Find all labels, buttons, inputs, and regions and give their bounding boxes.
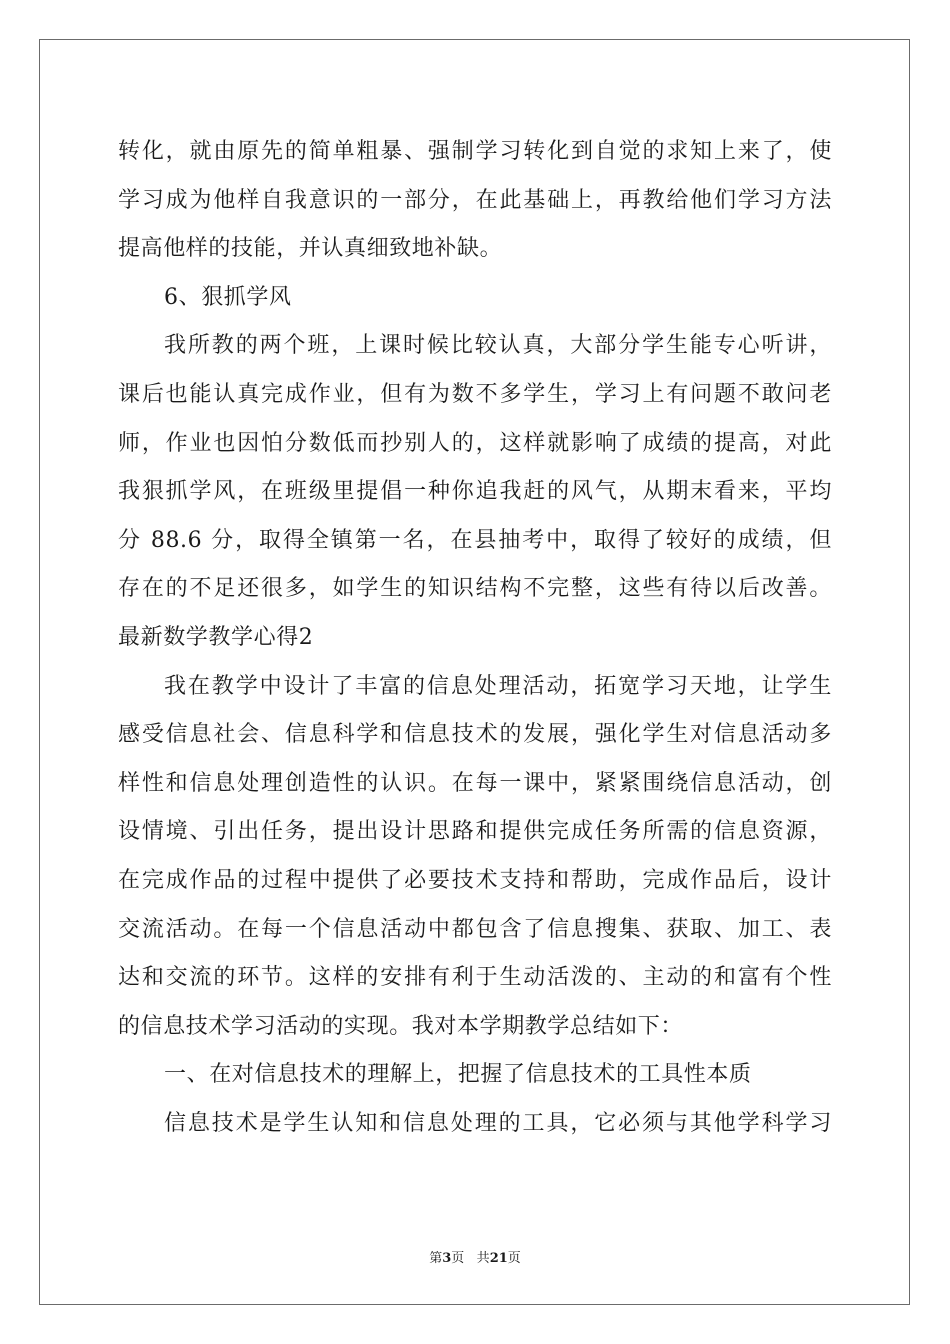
text-line: 转化，就由原先的简单粗暴、强制学习转化到自觉的求知上来了，使 <box>118 139 832 164</box>
current-page-number: 3 <box>442 1251 452 1266</box>
text-line: 学习成为他样自我意识的一部分，在此基础上，再教给他们学习方法 <box>118 187 832 213</box>
text-line: 提高他样的技能，并认真细致地补缺。 <box>118 236 503 262</box>
total-page-number: 21 <box>489 1251 508 1266</box>
text-line: 样性和信息处理创造性的认识。在每一课中，紧紧围绕信息活动，创 <box>118 770 832 796</box>
text-line: 信息技术是学生认知和信息处理的工具，它必须与其他学科学习 <box>164 1110 832 1136</box>
text-line: 的信息技术学习活动的实现。我对本学期教学总结如下： <box>118 1013 684 1039</box>
text-line: 课后也能认真完成作业，但有为数不多学生，学习上有问题不敢问老 <box>118 381 832 407</box>
page-footer <box>0 1247 950 1266</box>
text-line: 6、狠抓学风 <box>164 284 292 310</box>
text-line: 设情境、引出任务，提出设计思路和提供完成任务所需的信息资源， <box>118 819 832 845</box>
text-line: 达和交流的环节。这样的安排有利于生动活泼的、主动的和富有个性 <box>118 965 832 991</box>
document-body <box>118 128 832 1148</box>
footer-total-prefix: 共 <box>476 1251 490 1266</box>
text-line: 我所教的两个班，上课时候比较认真，大部分学生能专心听讲， <box>164 333 832 359</box>
footer-page-suffix: 页 <box>451 1251 465 1266</box>
text-line: 我狠抓学风，在班级里提倡一种你追我赶的风气，从期末看来，平均 <box>118 479 832 505</box>
text-line: 存在的不足还很多，如学生的知识结构不完整，这些有待以后改善。 <box>118 576 832 602</box>
text-line: 交流活动。在每一个信息活动中都包含了信息搜集、获取、加工、表 <box>118 916 832 942</box>
footer-prefix: 第 <box>429 1251 443 1266</box>
text-line: 在完成作品的过程中提供了必要技术支持和帮助，完成作品后，设计 <box>118 867 832 893</box>
text-line: 师，作业也因怕分数低而抄别人的，这样就影响了成绩的提高，对此 <box>118 430 832 456</box>
text-line: 最新数学教学心得2 <box>118 624 314 650</box>
text-line: 一、在对信息技术的理解上，把握了信息技术的工具性本质 <box>164 1062 752 1088</box>
text-line: 感受信息社会、信息科学和信息技术的发展，强化学生对信息活动多 <box>118 722 832 748</box>
text-line: 我在教学中设计了丰富的信息处理活动，拓宽学习天地，让学生 <box>164 673 832 699</box>
footer-total-suffix: 页 <box>507 1251 521 1266</box>
text-line: 分 88.6 分，取得全镇第一名，在县抽考中，取得了较好的成绩，但 <box>118 527 832 553</box>
